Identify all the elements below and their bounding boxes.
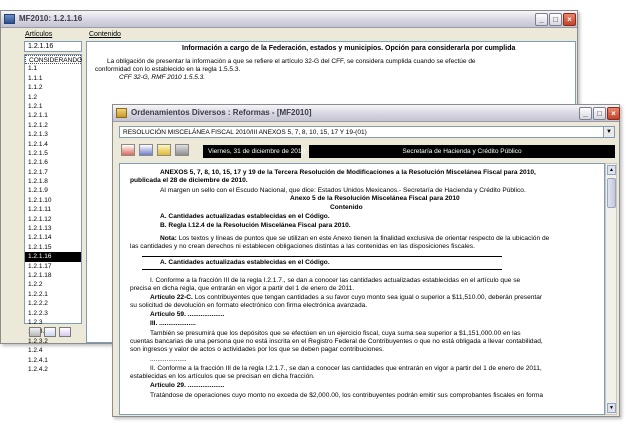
main-window-title: MF2010: 1.2.1.16 xyxy=(19,14,83,23)
doc-anexo-heading: Anexo 5 de la Resolución Miscelánea Fiscal para 2010 xyxy=(290,195,460,202)
main-titlebar[interactable] xyxy=(1,11,577,28)
close-button[interactable]: × xyxy=(563,13,576,26)
doc-paragraph: También se presumirá que los depósitos que se efectúen en un ejercicio fiscal, cuya suma sea superior a $1,151,000.00 en las xyxy=(150,330,521,337)
document-selector[interactable] xyxy=(119,126,615,138)
doc-minimize-button[interactable]: _ xyxy=(579,107,592,120)
scroll-thumb[interactable] xyxy=(607,178,616,208)
article-list-item[interactable]: 1.1 xyxy=(28,65,38,73)
comment-icon[interactable] xyxy=(44,327,56,337)
book-red-icon[interactable] xyxy=(121,144,135,156)
article-list-item[interactable]: 1.2.2.1 xyxy=(28,290,48,298)
doc-dots: .................... xyxy=(150,356,187,363)
article-list-item[interactable]: 1.2.4 xyxy=(28,347,43,355)
article-list-item[interactable]: 1.2.1.14 xyxy=(28,234,52,242)
contenido-label: Contenido xyxy=(89,31,121,38)
document-body xyxy=(119,163,605,415)
content-line: La obligación de presentar la información a que se refiere el artículo 32-G del CFF, se considera cumplida cuando se efectúe de xyxy=(107,58,476,65)
doc-section-a-repeat: A. Cantidades actualizadas establecidas en el Código. xyxy=(160,259,330,266)
doc-paragraph: I. Conforme a la fracción III de la regla I.2.1.7., se dan a conocer las cantidades actualizadas establecidas en el artículo que se xyxy=(150,277,521,284)
doc-article-text: Los contribuyentes que tengan cantidades a su favor cuyo monto sea igual o superior a $11,510.00, deberán presentar xyxy=(194,294,543,301)
doc-paragraph: cuentas bancarias de una persona que no está inscrita en el Registro Federal de Contribuyentes o que no está obligada a llevar contabilidad, xyxy=(130,338,543,345)
article-list-item[interactable]: 1.2.4.1 xyxy=(28,356,48,364)
document-icon xyxy=(116,108,127,118)
article-list-item[interactable]: 1.2.1.10 xyxy=(28,196,52,204)
doc-contenido-heading: Contenido xyxy=(330,204,363,211)
doc-paragraph: II. Conforme a la fracción III de la regla I.2.1.7., se dan a conocer las cantidades que entrarán en vigor a partir del 1 de enero de 2011, xyxy=(150,365,542,372)
article-list-item[interactable]: 1.2.1.16 xyxy=(25,252,81,261)
chevron-down-icon[interactable]: ▼ xyxy=(603,127,614,137)
doc-window-title: Ordenamientos Diversos : Reformas - [MF2010] xyxy=(131,108,312,117)
current-article-field[interactable]: 1.2.1.16 xyxy=(24,41,82,52)
article-list-item[interactable]: 1.2.1.18 xyxy=(28,271,52,279)
article-list-item[interactable]: 1.2.1 xyxy=(28,102,43,110)
article-list-item[interactable]: 1.2.1.7 xyxy=(28,168,48,176)
doc-nota-text: Los textos y líneas de puntos que se utilizan en este Anexo tienen la finalidad exclusiva de orientar respecto de la ubicación de xyxy=(178,235,550,242)
doc-paragraph xyxy=(150,294,542,302)
doc-nota-label: Nota: xyxy=(160,235,177,242)
doc-paragraph: Tratándose de operaciones cuyo monto no exceda de $2,000.00, los contribuyentes podrán emitir sus comprobantes fiscales en forma xyxy=(150,392,544,399)
divider xyxy=(142,269,502,270)
article-list-item[interactable]: CONSIDERANDO xyxy=(25,55,81,64)
minimize-button[interactable]: _ xyxy=(535,13,548,26)
doc-fraction-iii: III. .................... xyxy=(150,320,196,327)
publication-date: Viernes, 31 de diciembre de 2010 xyxy=(203,145,301,158)
content-reference: CFF 32-G, RMF 2010 1.5.5.3. xyxy=(119,74,206,81)
stop-icon[interactable] xyxy=(29,327,41,337)
doc-article-29: Artículo 29. .................... xyxy=(150,382,225,389)
article-list-item[interactable]: 1.2 xyxy=(28,93,38,101)
doc-seal-text: Al margen un sello con el Escudo Nacional, que dice: Estados Unidos Mexicanos.- Secretaría de Hacienda y Crédito Público. xyxy=(160,187,526,194)
article-list-item[interactable]: 1.1.1 xyxy=(28,74,43,82)
doc-title-line: ANEXOS 5, 7, 8, 10, 15, 17 y 19 de la Tercera Resolución de Modificaciones a la Resolución Miscelánea Fiscal para 2010, xyxy=(160,169,536,176)
doc-nota-line: las cantidades y no crean derechos ni establecen obligaciones distintas a las contenidas en las disposiciones fiscales. xyxy=(130,243,475,250)
articulos-label: Artículos xyxy=(25,31,53,38)
folder-icon[interactable] xyxy=(157,144,171,156)
article-list-item[interactable]: 1.2.1.13 xyxy=(28,225,52,233)
articles-list[interactable] xyxy=(24,54,83,373)
doc-article-59: Artículo 59. .................... xyxy=(150,311,225,318)
article-list-item[interactable]: 1.2.1.6 xyxy=(28,159,48,167)
article-list-item[interactable]: 1.2.1.2 xyxy=(28,121,48,129)
article-list-item[interactable]: 1.2.1.5 xyxy=(28,149,48,157)
content-heading: Información a cargo de la Federación, estados y municipios. Opción para considerarla por cumplida xyxy=(182,45,516,52)
article-list-item[interactable]: 1.2.1.8 xyxy=(28,178,48,186)
article-list-item[interactable]: 1.2.1.11 xyxy=(28,206,52,214)
article-list-item[interactable]: 1.2.3 xyxy=(28,318,43,326)
article-list-item[interactable]: 1.2.2.3 xyxy=(28,309,48,317)
doc-paragraph: establecidas en los artículos que se precisan en dicha fracción. xyxy=(130,373,315,380)
maximize-button[interactable]: □ xyxy=(549,13,562,26)
doc-title-line: publicada el 28 de diciembre de 2010. xyxy=(130,177,248,184)
article-list-item[interactable]: 1.2.1.12 xyxy=(28,215,52,223)
doc-section-b: B. Regla I.12.4 de la Resolución Miscelánea Fiscal para 2010. xyxy=(160,222,351,229)
doc-paragraph: son ingresos y valor de actos o actividades por los que se deben pagar contribuciones. xyxy=(130,346,385,353)
doc-close-button[interactable]: × xyxy=(607,107,620,120)
article-list-item[interactable]: 1.2.1.17 xyxy=(28,262,52,270)
note-edit-icon[interactable] xyxy=(59,327,71,337)
content-line: conformidad con lo establecido en la regla 1.5.5.3. xyxy=(95,66,241,73)
document-window xyxy=(112,104,620,417)
doc-paragraph: precisa en dicha regla, que entrarán en vigor a partir del 1 de enero de 2011. xyxy=(130,285,355,292)
scroll-up-icon[interactable]: ▲ xyxy=(607,165,616,175)
article-list-item[interactable]: 1.2.4.2 xyxy=(28,365,48,373)
article-list-item[interactable]: 1.2.1.3 xyxy=(28,131,48,139)
divider xyxy=(142,256,502,257)
doc-paragraph: su solicitud de devolución en formato electrónico con firma electrónica avanzada. xyxy=(130,302,368,309)
books-icon[interactable] xyxy=(139,144,153,156)
article-list-item[interactable]: 1.1.2 xyxy=(28,84,43,92)
article-list-item[interactable]: 1.2.3.2 xyxy=(28,337,48,345)
article-list-item[interactable]: 1.2.2.2 xyxy=(28,300,48,308)
print-icon[interactable] xyxy=(175,144,189,156)
scroll-down-icon[interactable]: ▼ xyxy=(607,403,616,413)
document-scrollbar[interactable] xyxy=(605,163,617,415)
doc-article-label: Artículo 22-C. xyxy=(150,294,193,301)
doc-titlebar[interactable] xyxy=(113,105,619,122)
article-list-item[interactable]: 1.2.1.4 xyxy=(28,140,48,148)
doc-section-a: A. Cantidades actualizadas establecidas en el Código. xyxy=(160,213,330,220)
article-list-item[interactable]: 1.2.2 xyxy=(28,281,43,289)
doc-maximize-button[interactable]: □ xyxy=(593,107,606,120)
document-selector-value: RESOLUCIÓN MISCELÁNEA FISCAL 2010/III ANEXOS 5, 7, 8, 10, 15, 17 Y 19-(01) xyxy=(123,129,367,136)
article-list-item[interactable]: 1.2.1.1 xyxy=(28,112,48,120)
article-list-item[interactable]: 1.2.1.9 xyxy=(28,187,48,195)
department-label: Secretaría de Hacienda y Crédito Público xyxy=(309,145,615,158)
doc-nota-line xyxy=(160,235,549,243)
article-list-item[interactable]: 1.2.1.15 xyxy=(28,243,52,251)
app-icon xyxy=(4,14,15,24)
